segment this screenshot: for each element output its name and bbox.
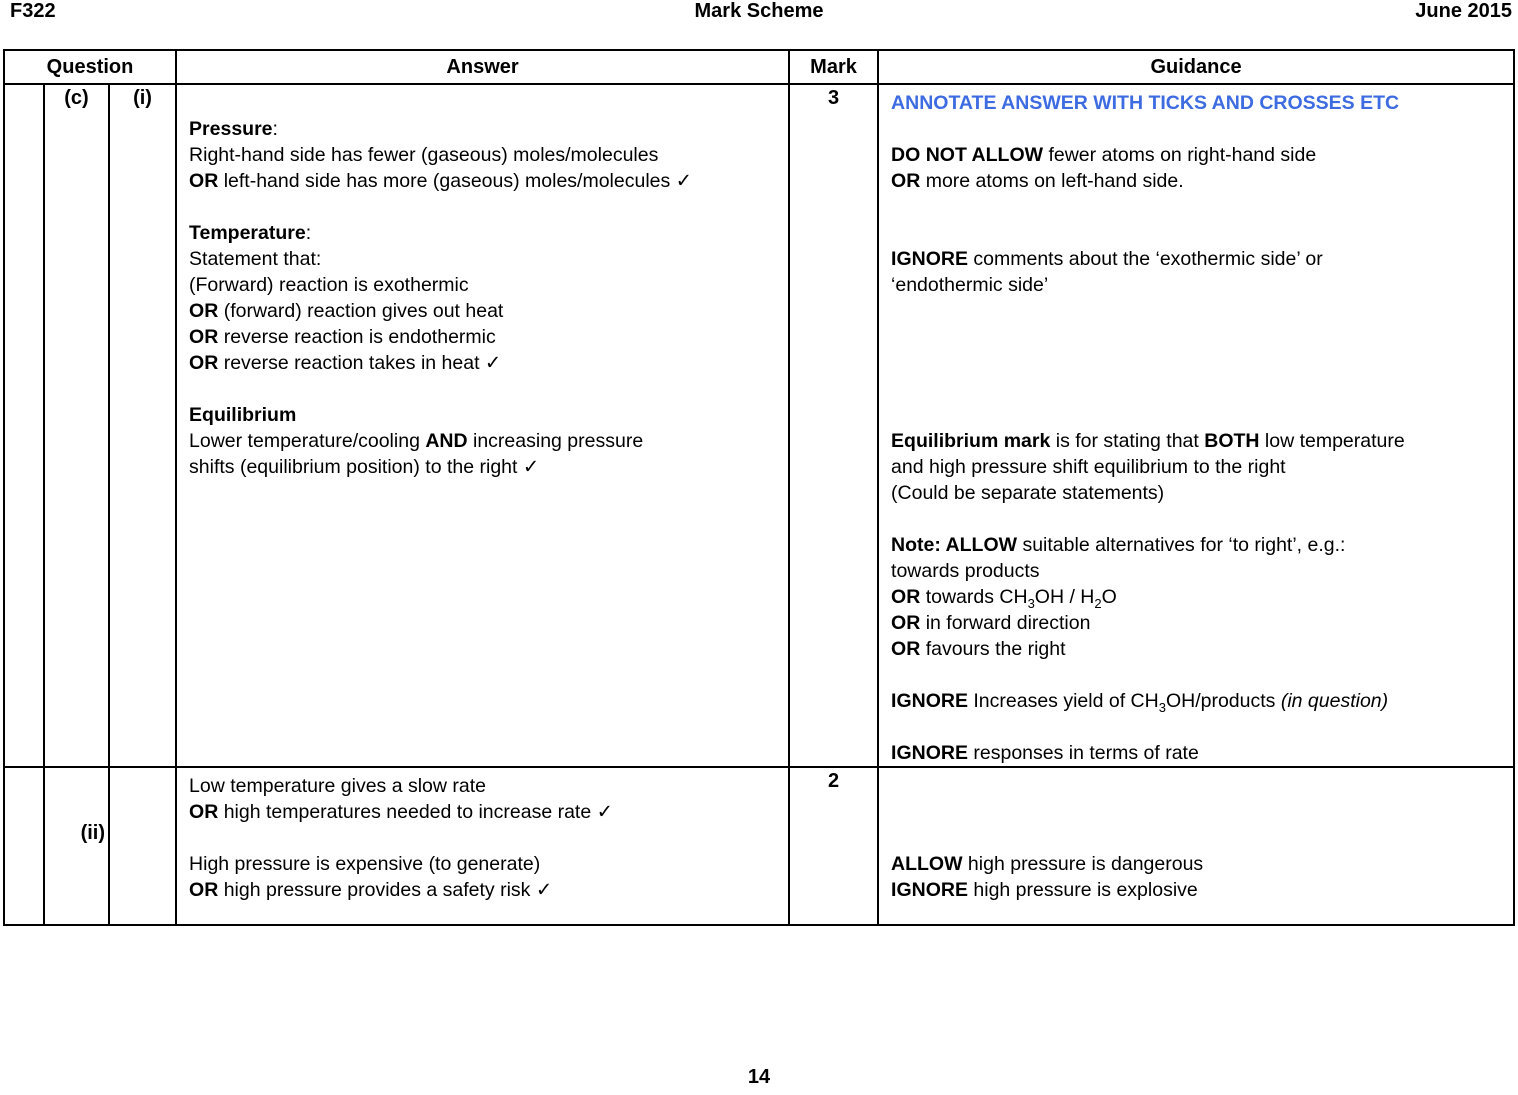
text-segment: (in question) [1280,690,1389,712]
question-number-cell [4,84,44,767]
text-line [891,799,1503,825]
text-segment: 2 [1094,595,1102,611]
text-line [189,428,778,454]
text-segment: : [305,222,312,244]
answer-cell-c-i [176,84,789,767]
table-header-row [4,50,1514,84]
text-line [891,194,1503,220]
text-segment: Pressure [189,118,273,140]
text-segment: towards products [891,560,1040,582]
text-line [891,506,1503,532]
text-segment: OR [189,326,219,348]
text-line [189,116,778,142]
text-segment: high temperatures needed to increase rate ✓ [218,801,613,823]
text-line [891,877,1503,903]
text-line [189,402,778,428]
text-segment: ALLOW [891,853,963,875]
answer-text-c-ii [177,768,788,903]
text-line [891,851,1503,877]
text-line [891,454,1503,480]
text-segment: shifts (equilibrium position) to the right ✓ [189,456,540,478]
text-line [891,324,1503,350]
text-segment: OR [189,170,219,192]
answer-text-c-i [177,85,788,480]
text-segment: IGNORE [891,248,968,270]
text-segment: (forward) reaction gives out heat [218,300,504,322]
answer-cell-c-ii [176,767,789,925]
text-line [891,428,1503,454]
exam-code: F322 [10,0,56,22]
text-segment: Note: ALLOW [891,534,1018,556]
text-line [189,454,778,480]
page-number: 14 [747,1066,771,1088]
text-segment: (Could be separate statements) [891,482,1165,504]
text-line [891,116,1503,142]
text-line [891,480,1503,506]
subpart-label-i: (i) [109,84,176,767]
text-line [891,825,1503,851]
text-segment: responses in terms of rate [967,742,1199,764]
text-segment: high pressure is explosive [967,879,1198,901]
text-segment: Increases yield of CH [967,690,1159,712]
text-segment: reverse reaction is endothermic [218,326,496,348]
text-line [189,773,778,799]
text-segment: ANNOTATE ANSWER WITH TICKS AND CROSSES ETC [891,92,1400,114]
text-line [891,688,1503,714]
question-number-cell [4,767,44,925]
part-cell-ii [44,767,109,925]
text-segment: OH / H [1034,586,1095,608]
text-segment: AND [425,430,468,452]
text-segment: IGNORE [891,690,968,712]
text-line [891,402,1503,428]
text-segment: O [1101,586,1117,608]
text-segment: Equilibrium [189,404,297,426]
text-segment: IGNORE [891,742,968,764]
text-segment: Statement that: [189,248,322,270]
subpart-label-ii: (ii) [80,822,105,844]
text-segment: OR [891,586,921,608]
text-segment: ‘endothermic side’ [891,274,1049,296]
text-segment: OR [189,352,219,374]
page-header [0,0,1518,26]
text-line [891,532,1503,558]
text-segment: high pressure is dangerous [962,853,1204,875]
text-segment: reverse reaction takes in heat ✓ [218,352,502,374]
mark-cell-c-ii: 2 [789,767,878,925]
text-line [189,142,778,168]
text-line [891,662,1503,688]
text-line [891,558,1503,584]
text-line [189,246,778,272]
text-segment: OR [891,638,921,660]
text-segment: suitable alternatives for ‘to right’, e.g.: [1017,534,1346,556]
text-segment: OH/products [1165,690,1281,712]
text-segment: in forward direction [920,612,1091,634]
part-label-c: (c) [44,84,109,767]
col-header-question: Question [4,50,176,84]
text-segment: IGNORE [891,879,968,901]
text-segment: : [272,118,278,140]
exam-session: June 2015 [1415,0,1512,22]
text-segment: fewer atoms on right-hand side [1043,144,1317,166]
text-segment: OR [189,879,219,901]
text-line [891,376,1503,402]
text-line [189,298,778,324]
table-row-c-ii [4,767,1514,925]
text-line [891,168,1503,194]
text-line [891,610,1503,636]
text-segment: Low temperature gives a slow rate [189,775,487,797]
text-line [189,324,778,350]
text-segment: high pressure provides a safety risk ✓ [218,879,553,901]
col-header-guidance: Guidance [878,50,1514,84]
mark-scheme-table [3,49,1515,926]
text-segment: favours the right [920,638,1066,660]
text-line [189,90,778,116]
text-line [189,350,778,376]
text-line [891,142,1503,168]
text-segment: more atoms on left-hand side. [920,170,1184,192]
text-line [189,194,778,220]
text-segment: low temperature [1259,430,1405,452]
text-line [891,584,1503,610]
text-line [189,168,778,194]
text-segment: is for stating that [1050,430,1205,452]
text-line [891,714,1503,740]
text-segment: left-hand side has more (gaseous) moles/molecules ✓ [218,170,693,192]
text-segment: OR [891,170,921,192]
text-segment: DO NOT ALLOW [891,144,1044,166]
text-line [891,298,1503,324]
text-line [891,636,1503,662]
text-segment: BOTH [1204,430,1260,452]
text-segment: towards CH [920,586,1028,608]
text-line [891,773,1503,799]
col-header-answer: Answer [176,50,789,84]
text-segment: increasing pressure [467,430,644,452]
text-line [189,272,778,298]
text-line [891,220,1503,246]
text-segment: OR [891,612,921,634]
text-line [189,220,778,246]
subpart-cell-empty [109,767,176,925]
col-header-mark: Mark [789,50,878,84]
text-line [891,246,1503,272]
text-line [891,90,1503,116]
text-line [891,740,1503,766]
guidance-text-c-ii [879,768,1513,903]
text-segment: OR [189,300,219,322]
mark-cell-c-i: 3 [789,84,878,767]
text-line [189,376,778,402]
text-segment: Right-hand side has fewer (gaseous) moles/molecules [189,144,659,166]
text-segment: comments about the ‘exothermic side’ or [967,248,1323,270]
text-segment: High pressure is expensive (to generate) [189,853,541,875]
text-segment: 3 [1158,699,1166,715]
guidance-text-c-i [879,85,1513,766]
text-segment: (Forward) reaction is exothermic [189,274,469,296]
text-segment: Temperature [189,222,306,244]
text-line [189,877,778,903]
text-line [891,272,1503,298]
guidance-cell-c-ii [878,767,1514,925]
guidance-cell-c-i [878,84,1514,767]
text-segment: Lower temperature/cooling [189,430,426,452]
text-line [891,350,1503,376]
table-row-c-i [4,84,1514,767]
text-line [189,825,778,851]
text-line [189,799,778,825]
text-segment: OR [189,801,219,823]
text-line [189,851,778,877]
text-segment: and high pressure shift equilibrium to the right [891,456,1286,478]
document-title: Mark Scheme [694,0,824,22]
text-segment: 3 [1027,595,1035,611]
text-segment: Equilibrium mark [891,430,1051,452]
